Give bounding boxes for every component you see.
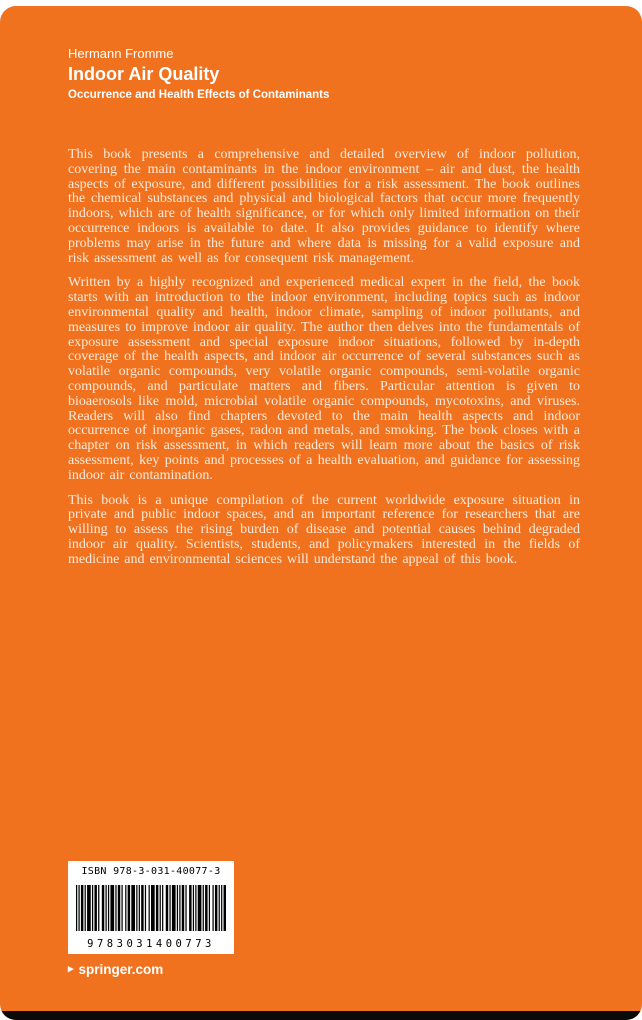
isbn-barcode-box [68, 861, 234, 954]
cover-background [0, 6, 642, 1020]
description-paragraph-1: This book presents a comprehensive and detailed overview of indoor pollution, covering the main contaminants in the indoor environment – air and dust, the health aspects of exposure, and different possibilities for a risk assessment. The book outlines the chemical substances and physical and biological factors that occur more frequently indoors, which are of health significance, or for which only limited information on their occurrence indoors is available to date. It also provides guidance to identify where problems may arise in the future and where data is missing for a valid exposure and risk assessment as well as for consequent risk management. [68, 147, 580, 266]
book-subtitle: Occurrence and Health Effects of Contaminants [68, 89, 330, 101]
isbn-digits: 9783031400773 [87, 938, 215, 950]
barcode-icon [76, 885, 226, 931]
publisher-site-label: springer.com [78, 962, 164, 977]
isbn-label: ISBN 978-3-031-40077-3 [81, 866, 221, 877]
book-title: Indoor Air Quality [68, 64, 220, 84]
description-paragraph-3: This book is a unique compilation of the current worldwide exposure situation in private and public indoor spaces, and an important reference for researchers that are willing to assess the rising burden of disease and potential causes behind degraded indoor air quality. Scientists, students, and policymakers interested in the fields of medicine and environmental sciences will understand the appeal of this book. [68, 492, 580, 567]
cover-header [68, 46, 580, 101]
publisher-link [68, 962, 163, 977]
triangle-arrow-icon: ▸ [68, 963, 74, 975]
description-paragraph-2: Written by a highly recognized and experienced medical expert in the field, the book starts with an introduction to the indoor environment, including topics such as indoor environmental quality and health, indoor climate, sampling of indoor pollutants, and measures to improve indoor air quality. The author then delves into the fundamentals of exposure assessment and special exposure indoor situations, followed by in-depth coverage of the health aspects, and indoor air occurrence of several substances such as volatile organic compounds, very volatile organic compounds, semi-volatile organic compounds, and particulate matters and fibers. Particular attention is given to bioaerosols like mold, microbial volatile organic compounds, mycotoxins, and viruses. Readers will also find chapters devoted to the main health aspects and indoor occurrence of inorganic gases, radon and metals, and smoking. The book closes with a chapter on risk assessment, in which readers will learn more about the basics of risk assessment, key points and processes of a health evaluation, and guidance for assessing indoor air contamination. [68, 275, 580, 483]
back-cover-description [68, 148, 580, 578]
bottom-black-bar [0, 1011, 642, 1020]
author-name: Hermann Fromme [68, 46, 174, 61]
